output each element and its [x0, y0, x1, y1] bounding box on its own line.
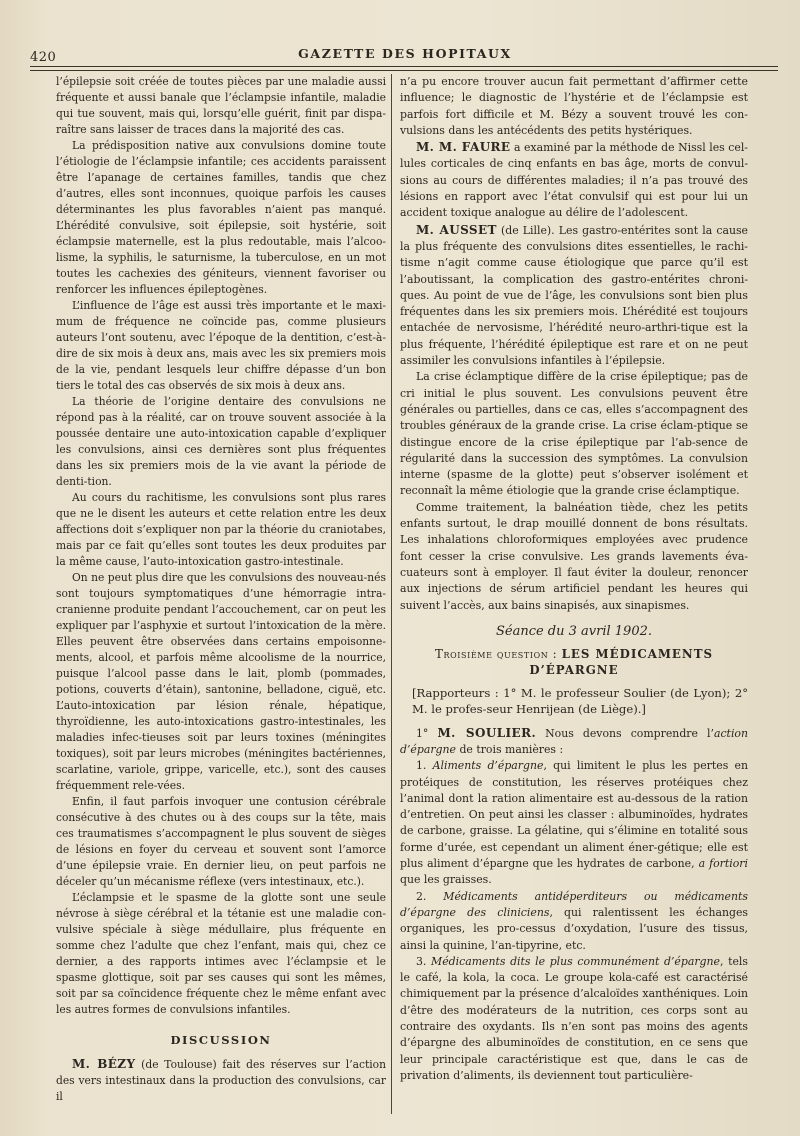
right-column	[400, 74, 748, 1084]
italic-term: action d’épargne	[400, 726, 748, 756]
item-prefix: 1°	[416, 726, 438, 740]
header-rule-thin	[30, 70, 778, 71]
speaker-name: M. BÉZY	[72, 1057, 136, 1071]
paragraph: Enfin, il faut parfois invoquer une contusion cérébrale consécutive à des chutes ou à des coups sur la tête, mais ces traumatismes s’accompagnent le plus souvent de sièges de lésions en foyer du cerveau et souvent sont l’amorce d’une épilepsie vraie. En dernier lieu, on peut parfois ne déceler qu’un mécanisme réflexe (vers intestinaux, etc.).	[56, 795, 386, 888]
paragraph-text: (de Toulouse) fait des réserves sur l’action des vers intestinaux dans la production des convulsions, car il	[56, 1058, 386, 1103]
italic-term: Médicaments dits le plus communément d’épargne	[431, 954, 720, 968]
question-heading	[400, 646, 748, 679]
italic-term: Médicaments antidéperditeurs ou médicaments d’épargne des cliniciens	[400, 889, 748, 919]
item-text: , qui ralentissent les échanges organiques, les pro-cessus d’oxydation, l’usure des tissus, ainsi la quinine, l’an-tipyrine, etc.	[400, 905, 748, 952]
list-item	[400, 758, 748, 888]
page-header	[30, 42, 780, 64]
paragraph: L’influence de l’âge est aussi très importante et le maxi-mum de fréquence ne coïncide pas, comme plusieurs auteurs l’ont soutenu, avec l’époque de la dentition, c’est-à-dire de six mois à deux ans, mais avec les six premiers mois de la vie, pendant lesquels leur chiffre dépasse d’un bon tiers le total des cas observés de six mois à deux ans.	[56, 299, 386, 392]
discussion-heading: DISCUSSION	[170, 1033, 272, 1047]
speaker-name: M. AUSSET	[416, 222, 497, 237]
paragraph: L’éclampsie et le spasme de la glotte sont une seule névrose à siège cérébral et la tétanie est une maladie con-vulsive spéciale à siège médullaire, plus fréquente en somme chez l’adulte que chez l’enfant, mais qui, chez ce dernier, a des rapports intimes avec l’éclampsie et le spasme glottique, soit par ses causes qui sont les mêmes, soit par sa coïncidence fréquente chez le même enfant avec les autres formes de convulsions infantiles.	[56, 891, 386, 1016]
question-label: Troisième question :	[434, 647, 558, 662]
paragraph: Au cours du rachitisme, les convulsions sont plus rares que ne le disent les auteurs et cette relation entre les deux affections doit s’expliquer non par la théorie du craniotabes, mais par ce fait qu’elles sont toutes les deux produites par la même cause, l’auto-intoxication gastro-intestinale.	[56, 491, 386, 568]
rapporteurs-note: [Rapporteurs : 1° M. le professeur Soulier (de Lyon); 2° M. le profes-seur Henrijean (de Liège).]	[412, 685, 748, 716]
italic-term: a fortiori	[698, 857, 748, 871]
question-title: LES MÉDICAMENTS D’ÉPARGNE	[529, 647, 714, 678]
item-number: 3.	[416, 954, 427, 968]
list-item	[400, 889, 748, 954]
paragraph-text: Nous devons comprendre l’	[536, 726, 714, 740]
session-date: Séance du 3 avril 1902.	[495, 623, 653, 639]
speaker-name: M. M. FAURE	[416, 140, 511, 155]
column-divider	[391, 74, 392, 1114]
list-item	[400, 954, 748, 1084]
paragraph: La théorie de l’origine dentaire des convulsions ne répond pas à la réalité, car on trouve souvent associée à la poussée dentaire une auto-intoxication capable d’expliquer les convulsions, ainsi ces dernières sont plus fréquentes dans les six premiers mois de la vie avant la période de denti-tion.	[56, 395, 386, 488]
ausset-paragraph	[400, 222, 748, 370]
paragraph: n’a pu encore trouver aucun fait permettant d’affirmer cette influence; le diagnostic de l’hystérie et de l’éclampsie est parfois fort difficile et M. Bézy a souvent trouvé les con-vulsions dans les antécédents des petits hystériques.	[400, 75, 748, 137]
item-text: , qui limitent le plus les pertes en protéiques de constitution, les réserves protéiques chez l’animal dont la ration alimentaire est au-dessous de la ration d’entretien. On peut ainsi les classer : albuminoïdes, hydrates de carbone, graisse. La gélatine, qui s’élimine en totalité sous forme d’urée, est cependant un aliment éner-gétique; elle est plus aliment d’épargne que les hydrates de carbone,	[400, 759, 748, 871]
faure-paragraph	[400, 139, 748, 221]
item-text: , tels le café, la kola, la coca. Le groupe kola-café est caractérisé chimiquement par la présence d’alcaloïdes xanthéniques. Loin d’être des modérateurs de la nutrition, ces corps sont au contraire des oxydants. Ils n’en sont pas moins des agents d’épargne des albuminoïdes de constitution, en ce sens que leur principale caractéristique est que, dans le cas de privation d’aliments, ils deviennent tout particulière-	[400, 954, 748, 1082]
paragraph: La crise éclamptique diffère de la crise épileptique; pas de cri initial le plus souvent. Les convulsions peuvent être générales ou partielles, dans ce cas, elles s’accompagnent des troubles généraux de la grande crise. La crise éclam-ptique se distingue encore de la crise épileptique par l’ab-sence de régularité dans la succession des symptômes. La convulsion interne (spasme de la glotte) peut s’observer isolément et reconnaît la même étiologie que la grande crise éclamptique.	[400, 370, 748, 498]
running-title: GAZETTE DES HOPITAUX	[298, 46, 512, 61]
page-number: 420	[30, 50, 57, 65]
item-text: que les graisses.	[400, 873, 492, 887]
paragraph: La prédisposition native aux convulsions domine toute l’étiologie de l’éclampsie infantile; ces accidents paraissent être l’apanage de certaines familles, tandis que chez d’autres, elles sont inconnues, quoique parfois les causes déterminantes les plus favorables n’aient pas manqué. L’hérédité convulsive, soit épilepsie, soit hystérie, soit éclampsie maternelle, est la plus redoutable, mais l’alcoo-lisme, la syphilis, le saturnisme, la tuberculose, en un mot toutes les cachexies des géniteurs, viennent favoriser ou renforcer les influences épileptogènes.	[56, 139, 386, 296]
item-number: 2.	[416, 889, 427, 903]
paragraph-text: de trois manières :	[455, 742, 564, 756]
soulier-paragraph	[400, 725, 748, 759]
paragraph-text: (de Lille). Les gastro-entérites sont la cause la plus fréquente des convulsions dites essentielles, le rachi-tisme n’agit comme cause étiologique que parce qu’il est l’aboutissant, la complication des gastro-entérites chroni-ques. Au point de vue de l’âge, les convulsions sont bien plus fréquentes dans les six premiers mois. L’hérédité est toujours entachée de nervosisme, l’hérédité neuro-arthri-tique est la plus fréquente, l’hérédité épileptique est rare et on ne peut assimiler les convulsions infantiles à l’épilepsie.	[400, 223, 748, 368]
paragraph: l’épilepsie soit créée de toutes pièces par une maladie aussi fréquente et aussi banale que l’éclampsie infantile, maladie qui tue souvent, mais qui, lorsqu’elle guérit, finit par dispa-raître sans laisser de traces dans la majorité des cas.	[56, 75, 386, 136]
discussion-paragraph	[56, 1056, 386, 1105]
paragraph: On ne peut plus dire que les convulsions des nouveau-nés sont toujours symptomatiques d’une hémorragie intra-cranienne produite pendant l’accouchement, car on peut les expliquer par l’asphyxie et surtout l’intoxication de la mère. Elles peuvent être observées dans certains empoisonne-ments, alcool, et parfois même alcoolisme de la nourrice, puisque l’alcool passe dans le lait, plomb (pommades, potions, couverts d’étain), santonine, belladone, ciguë, etc. L’auto-intoxication par lésion rénale, hépatique, thyroïdienne, les auto-intoxications gastro-intestinales, les maladies infec-tieuses soit par leurs toxines (méningites toxiques), soit par leurs microbes (méningites bactériennes, scarlatine, variole, grippe, varicelle, etc.), sont des causes fréquemment rele-vées.	[56, 571, 386, 792]
header-rule	[30, 66, 778, 67]
speaker-name: M. SOULIER.	[437, 725, 537, 740]
paragraph: Comme traitement, la balnéation tiède, chez les petits enfants surtout, le drap mouillé donnent de bons résultats. Les inhalations chloroformiques employées avec prudence font cesser la crise convulsive. Les grands lavements éva-cuateurs sont à employer. Il faut éviter la douleur, renoncer aux injections de sérum artificiel pendant les heures qui suivent l’accès, aux bains sinapisés, aux sinapismes.	[400, 500, 748, 612]
item-number: 1.	[416, 759, 427, 773]
paragraph-text: a examiné par la méthode de Nissl les cel-lules corticales de cinq enfants en bas âge, morts de convul-sions au cours de différentes maladies; il n’a pas trouvé des lésions en rapport avec l’état convulsif qui est pour lui un accident toxique analogue au délire de l’adolescent.	[400, 141, 748, 220]
italic-term: Aliments d’épargne	[432, 759, 544, 773]
left-column	[56, 74, 386, 1105]
